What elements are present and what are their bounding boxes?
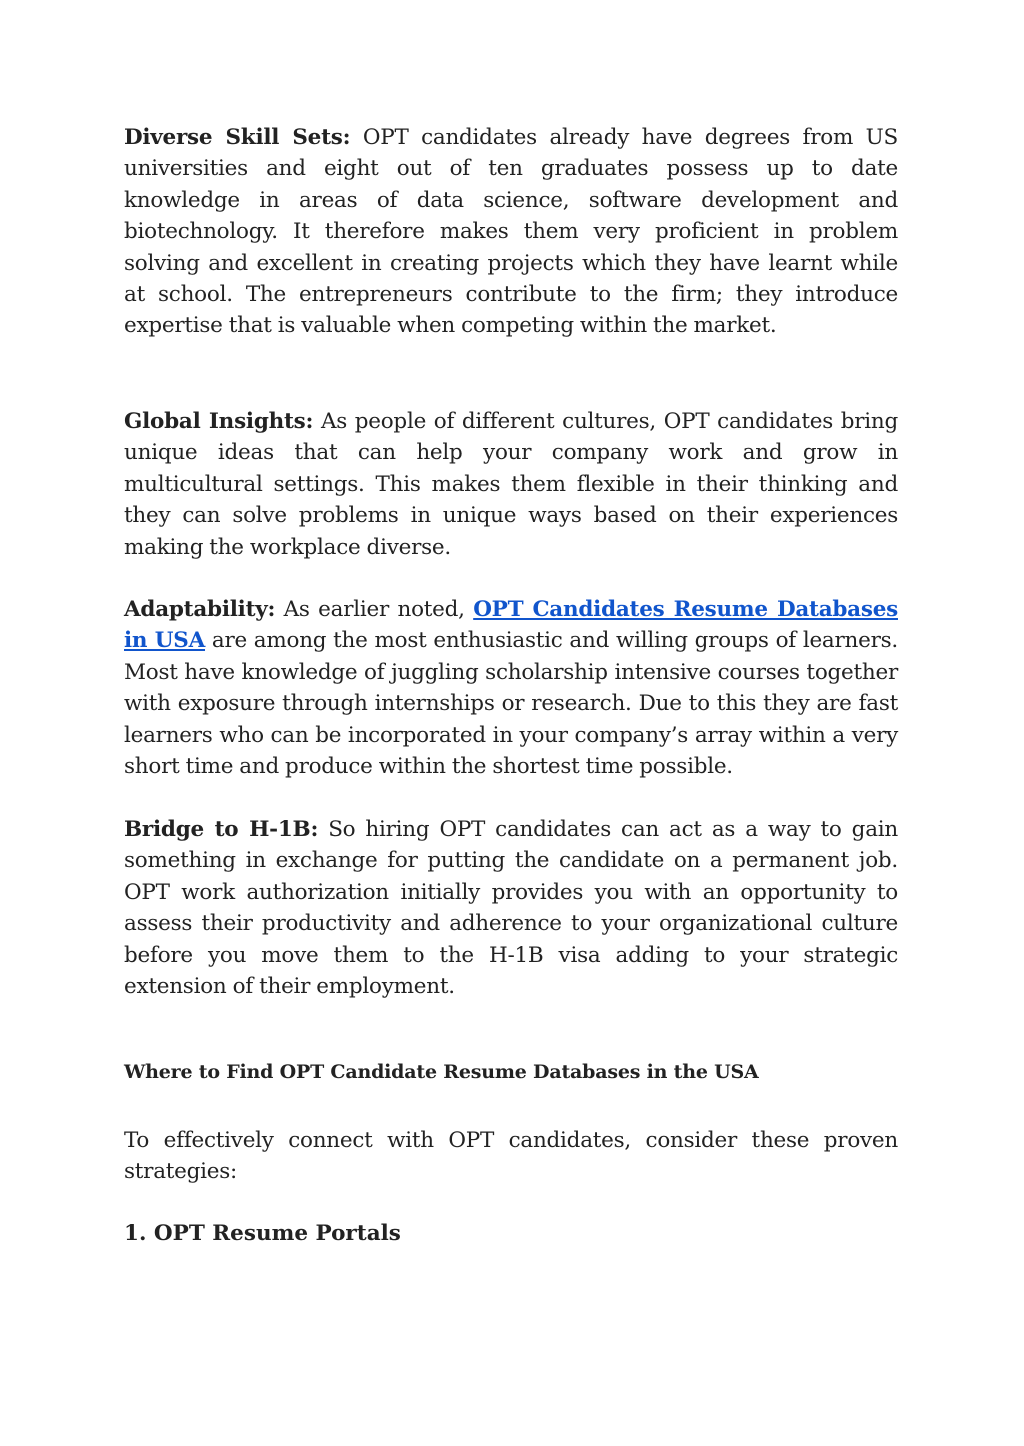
paragraph-body: OPT candidates already have degrees from US universities and eight out of ten graduates possess up to date knowledge in areas of data science, software development and biotechnology. It therefore makes them very proficient in problem solving and excellent in creating projects which they have learnt while at school. The entrepreneurs contribute to the firm; they introduce expertise that is valuable when competing within the market.: [124, 125, 898, 339]
paragraph-adaptability: [124, 594, 898, 782]
paragraph-bridge-to-h1b: [124, 814, 898, 1002]
paragraph-diverse-skill-sets: [124, 122, 898, 342]
term-global-insights: Global Insights:: [124, 409, 314, 434]
paragraph-body: So hiring OPT candidates can act as a way to gain something in exchange for putting the candidate on a permanent job. OPT work authorization initially provides you with an opportunity to assess their productivity and adherence to your organizational culture before you move them to the H-1B visa adding to your strategic extension of their employment.: [124, 817, 898, 1000]
section-heading-where-to-find: Where to Find OPT Candidate Resume Databases in the USA: [124, 1061, 759, 1083]
opt-resume-databases-link[interactable]: OPT Candidates Resume Databases in USA: [124, 597, 898, 654]
paragraph-body: As people of different cultures, OPT candidates bring unique ideas that can help your company work and grow in multicultural settings. This makes them flexible in their thinking and they can solve problems in unique ways based on their experiences making the workplace diverse.: [124, 409, 898, 560]
intro-paragraph: To effectively connect with OPT candidates, consider these proven strategies:: [124, 1128, 898, 1185]
term-diverse-skill-sets: Diverse Skill Sets:: [124, 125, 351, 150]
subheading-opt-resume-portals: 1. OPT Resume Portals: [124, 1221, 401, 1246]
paragraph-global-insights: [124, 406, 898, 563]
paragraph-body-after-link: are among the most enthusiastic and willing groups of learners. Most have knowledge of juggling scholarship intensive courses together with exposure through internships or research. Due to this they are fast learners who can be incorporated in your company’s array within a very short time and produce within the shortest time possible.: [124, 628, 898, 780]
term-adaptability: Adaptability:: [124, 597, 276, 622]
term-bridge-to-h1b: Bridge to H-1B:: [124, 817, 319, 842]
paragraph-body-before-link: As earlier noted,: [275, 597, 474, 622]
